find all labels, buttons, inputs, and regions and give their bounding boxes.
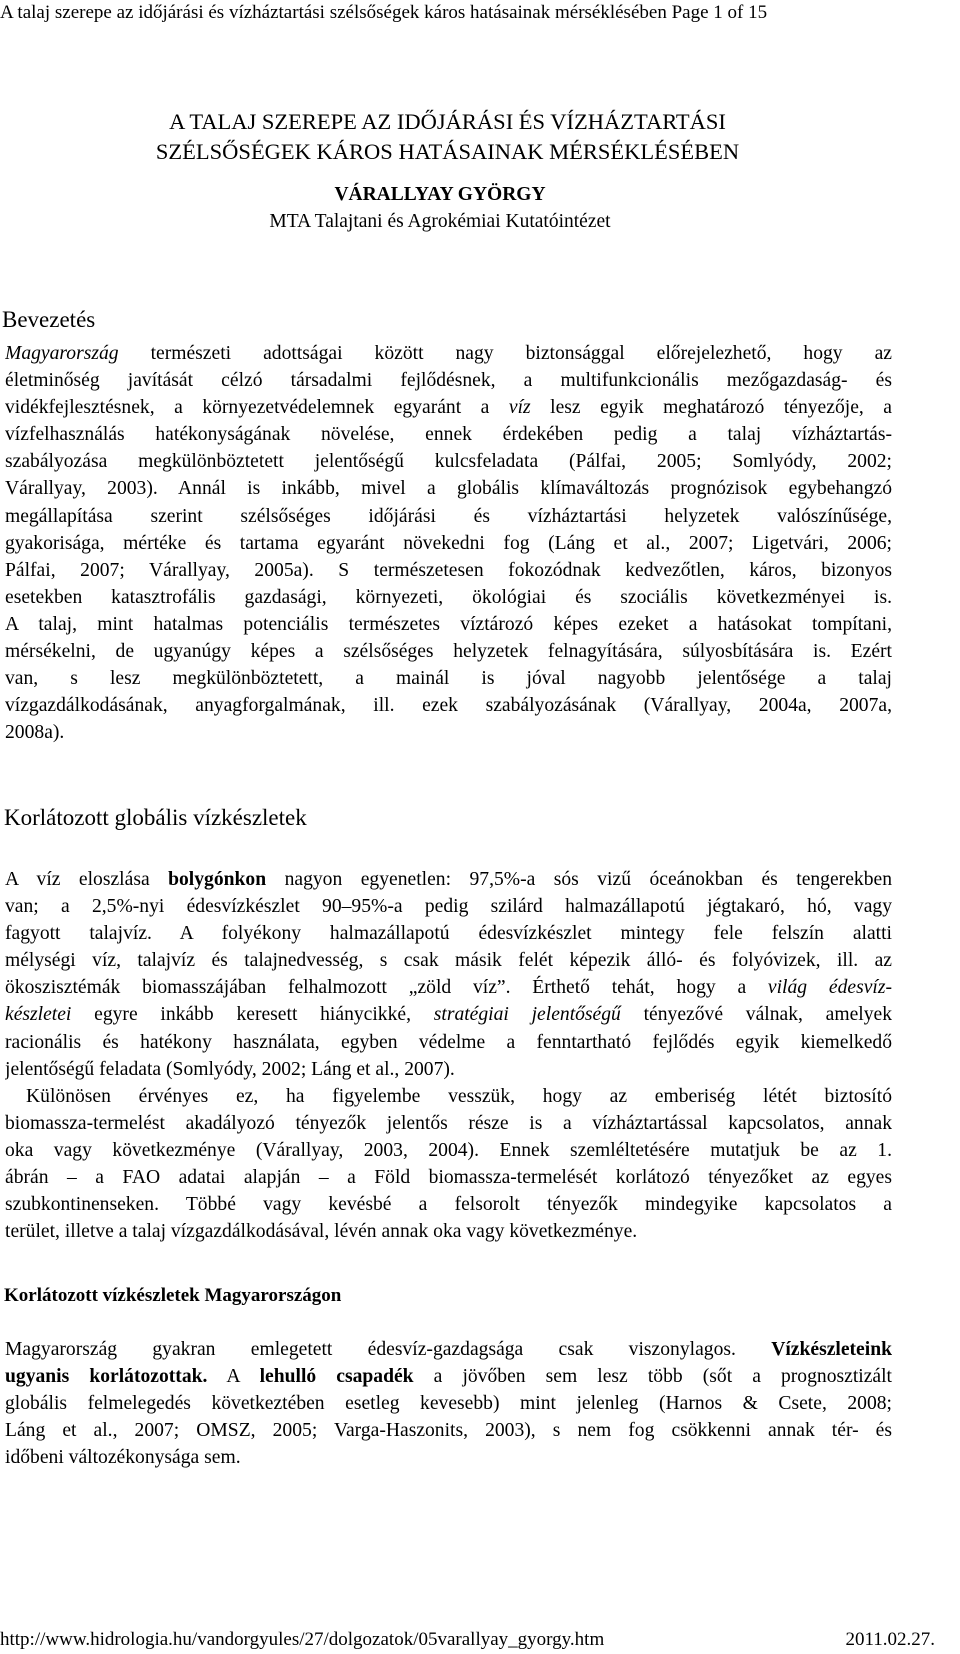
text-run: tényezővé válnak, amelyek bbox=[620, 1004, 892, 1026]
text-line bbox=[5, 974, 892, 1001]
text-run: 2008a). bbox=[5, 722, 65, 744]
text-run: a jövőben sem lesz több (sőt a prognosztizált bbox=[413, 1366, 892, 1388]
text-run: oka vagy következménye (Várallyay, 2003, 2004). Ennek szemléltetésére mutatjuk be az 1. bbox=[5, 1140, 892, 1162]
author: VÁRALLYAY GYÖRGY bbox=[334, 184, 546, 205]
text-run: biomassza-termelést akadályozó tényezők jelentős része is a vízháztartással kapcsolatos, annak bbox=[5, 1113, 892, 1135]
text-line bbox=[5, 1029, 892, 1056]
text-line bbox=[5, 1336, 892, 1363]
text-run: van; a 2,5%-nyi édesvízkészlet 90–95%-a pedig szilárd halmazállapotú jégtakaró, hó, vagy bbox=[5, 896, 892, 918]
text-line bbox=[5, 1056, 892, 1083]
page-footer bbox=[0, 1629, 935, 1651]
text-run: Pálfai, 2007; Várallyay, 2005a). S természetesen fokozódnak kedvezőtlen, káros, bizonyos bbox=[5, 559, 892, 581]
text-line bbox=[5, 503, 892, 530]
text-line bbox=[5, 394, 892, 421]
text-line bbox=[5, 475, 892, 502]
text-run: mélységi víz, talajvíz és talajnedvesség, s csak másik felét képezik álló- és folyóvizek, ill. az bbox=[5, 950, 892, 972]
text-run: nagyon egyenetlen: 97,5%-a sós vizű óceánokban és tengerekben bbox=[266, 869, 892, 890]
text-run: természeti adottságai között nagy biztonsággal előrejelezhető, hogy az bbox=[118, 343, 892, 364]
text-line bbox=[5, 665, 892, 692]
italic-text: Magyarország bbox=[5, 343, 119, 364]
text-run: gyakorisága, mértéke és tartama egyaránt növekedni fog (Láng et al., 2007; Ligetvári, 2006; bbox=[5, 532, 892, 554]
text-line bbox=[5, 1164, 892, 1191]
text-line bbox=[5, 1444, 892, 1471]
text-run: lesz egyik meghatározó tényezője, a bbox=[530, 397, 892, 419]
text-line bbox=[5, 866, 892, 893]
bold-text: lehulló csapadék bbox=[259, 1366, 414, 1388]
text-line bbox=[5, 1083, 892, 1110]
text-run: A talaj, mint hatalmas potenciális természetes víztározó képes ezeket a hatásokat tompítani, bbox=[5, 613, 892, 635]
text-run: mérsékelni, de ugyanúgy képes a szélsőséges helyzetek felnagyítására, súlyosbítására is. Ezért bbox=[5, 641, 892, 663]
text-run: van, s lesz megkülönböztetett, a mainál is jóval nagyobb jelentősége a talaj bbox=[5, 668, 892, 690]
italic-text: készletei bbox=[5, 1004, 72, 1026]
text-line bbox=[5, 893, 892, 920]
text-run: vidékfejlesztésnek, a környezetvédelemnek egyaránt a bbox=[5, 397, 509, 419]
paragraph-hungary-water bbox=[5, 1336, 892, 1471]
text-line bbox=[5, 920, 892, 947]
page-header: A talaj szerepe az időjárási és vízháztartási szélsőségek káros hatásainak mérséklésében Page 1 of 15 bbox=[0, 2, 768, 23]
bold-text: ugyanis korlátozottak. bbox=[5, 1366, 208, 1388]
text-run: Láng et al., 2007; OMSZ, 2005; Varga-Haszonits, 2003), s nem fog csökkenni annak tér- és bbox=[5, 1420, 892, 1442]
paragraph-global-water-1 bbox=[5, 866, 892, 1083]
text-run: Magyarország gyakran emlegetett édesvíz-gazdagsága csak viszonylagos. bbox=[5, 1339, 772, 1360]
text-run: ökoszisztémák biomasszájában felhalmozott „zöld víz”. Érthető tehát, hogy a bbox=[5, 977, 768, 999]
bold-text: Vízkészleteink bbox=[771, 1339, 892, 1360]
text-line bbox=[5, 947, 892, 974]
text-line bbox=[5, 1001, 892, 1028]
text-run: esetekben katasztrofális gazdasági, környezeti, ökológiai és szociális következményei is. bbox=[5, 586, 892, 608]
footer-date: 2011.02.27. bbox=[845, 1629, 935, 1650]
text-line bbox=[5, 611, 892, 638]
footer-url: http://www.hidrologia.hu/vandorgyules/27/dolgozatok/05varallyay_gyorgy.htm bbox=[0, 1629, 605, 1650]
text-run: vízgazdálkodásának, anyagforgalmának, ill. ezek szabályozásának (Várallyay, 2004a, 2007a, bbox=[5, 695, 892, 717]
text-run: megállapítása szerint szélsőséges időjárási és vízháztartási helyzetek valószínűsége, bbox=[5, 505, 892, 527]
text-run: vízfelhasználás hatékonyságának növelése, ennek érdekében pedig a talaj vízháztartás- bbox=[5, 424, 892, 446]
text-line bbox=[5, 1363, 892, 1390]
affiliation: MTA Talajtani és Agrokémiai Kutatóintézet bbox=[269, 211, 611, 232]
text-line bbox=[5, 1191, 892, 1218]
text-run: Különösen érvényes ez, ha figyelembe vesszük, hogy az emberiség létét biztosító bbox=[26, 1086, 892, 1107]
text-run: globális felmelegedés következtében esetleg kevesebb) mint jelenleg (Harnos & Csete, 2008; bbox=[5, 1393, 892, 1415]
section-heading-global-water: Korlátozott globális vízkészletek bbox=[4, 805, 307, 830]
text-run: egyre inkább keresett hiánycikké, bbox=[71, 1004, 434, 1026]
text-line bbox=[5, 692, 892, 719]
text-run: terület, illetve a talaj vízgazdálkodásával, lévén annak oka vagy következménye. bbox=[5, 1221, 638, 1243]
text-line bbox=[5, 1417, 892, 1444]
title-line: A TALAJ SZEREPE AZ IDŐJÁRÁSI ÉS VÍZHÁZTARTÁSI bbox=[169, 109, 726, 134]
text-line bbox=[5, 1137, 892, 1164]
text-line bbox=[5, 1110, 892, 1137]
text-run: ábrán – a FAO adatai alapján – a Föld biomassza-termelését korlátozó tényezőket az egyes bbox=[5, 1167, 892, 1189]
text-line bbox=[5, 340, 892, 367]
text-run: szabályozása megkülönböztetett jelentőségű kulcsfeladata (Pálfai, 2005; Somlyódy, 2002; bbox=[5, 451, 892, 473]
text-line bbox=[5, 421, 892, 448]
text-line bbox=[5, 584, 892, 611]
paragraph-intro bbox=[5, 340, 892, 746]
text-run: életminőség javítását célzó társadalmi fejlődésnek, a multifunkcionális mezőgazdaság- és bbox=[5, 370, 892, 392]
text-line bbox=[5, 719, 892, 746]
text-line bbox=[5, 448, 892, 475]
text-run: fagyott talajvíz. A folyékony halmazállapotú édesvízkészlet mintegy fele felszín alatti bbox=[5, 923, 892, 945]
text-run: A bbox=[207, 1366, 260, 1388]
bold-text: bolygónkon bbox=[168, 869, 267, 890]
italic-text: világ édesvíz- bbox=[767, 977, 892, 999]
text-line bbox=[5, 530, 892, 557]
text-line bbox=[5, 638, 892, 665]
paragraph-global-water-2 bbox=[5, 1083, 892, 1246]
italic-text: víz bbox=[508, 397, 531, 419]
italic-text: stratégiai jelentőségű bbox=[433, 1004, 621, 1026]
text-line bbox=[5, 367, 892, 394]
section-heading-intro: Bevezetés bbox=[2, 307, 96, 332]
title-line: SZÉLSŐSÉGEK KÁROS HATÁSAINAK MÉRSÉKLÉSÉBEN bbox=[155, 139, 740, 164]
text-run: időbeni változékonysága sem. bbox=[5, 1447, 241, 1469]
text-line bbox=[5, 1390, 892, 1417]
document-title bbox=[0, 107, 895, 167]
text-run: jelentőségű feladata (Somlyódy, 2002; Láng et al., 2007). bbox=[5, 1058, 455, 1080]
text-run: racionális és hatékony használata, egyben védelme a fenntartható fejlődés egyik kiemelkedő bbox=[5, 1031, 892, 1053]
text-run: szubkontinenseken. Többé vagy kevésbé a felsorolt tényezők mindegyike kapcsolatos a bbox=[5, 1194, 892, 1216]
text-line bbox=[5, 557, 892, 584]
text-line bbox=[5, 1218, 892, 1245]
text-run: Várallyay, 2003). Annál is inkább, mivel a globális klímaváltozás prognózisok egybehangzó bbox=[5, 478, 892, 500]
text-run: A víz eloszlása bbox=[5, 869, 169, 890]
section-heading-hungary-water: Korlátozott vízkészletek Magyarországon bbox=[4, 1285, 342, 1306]
